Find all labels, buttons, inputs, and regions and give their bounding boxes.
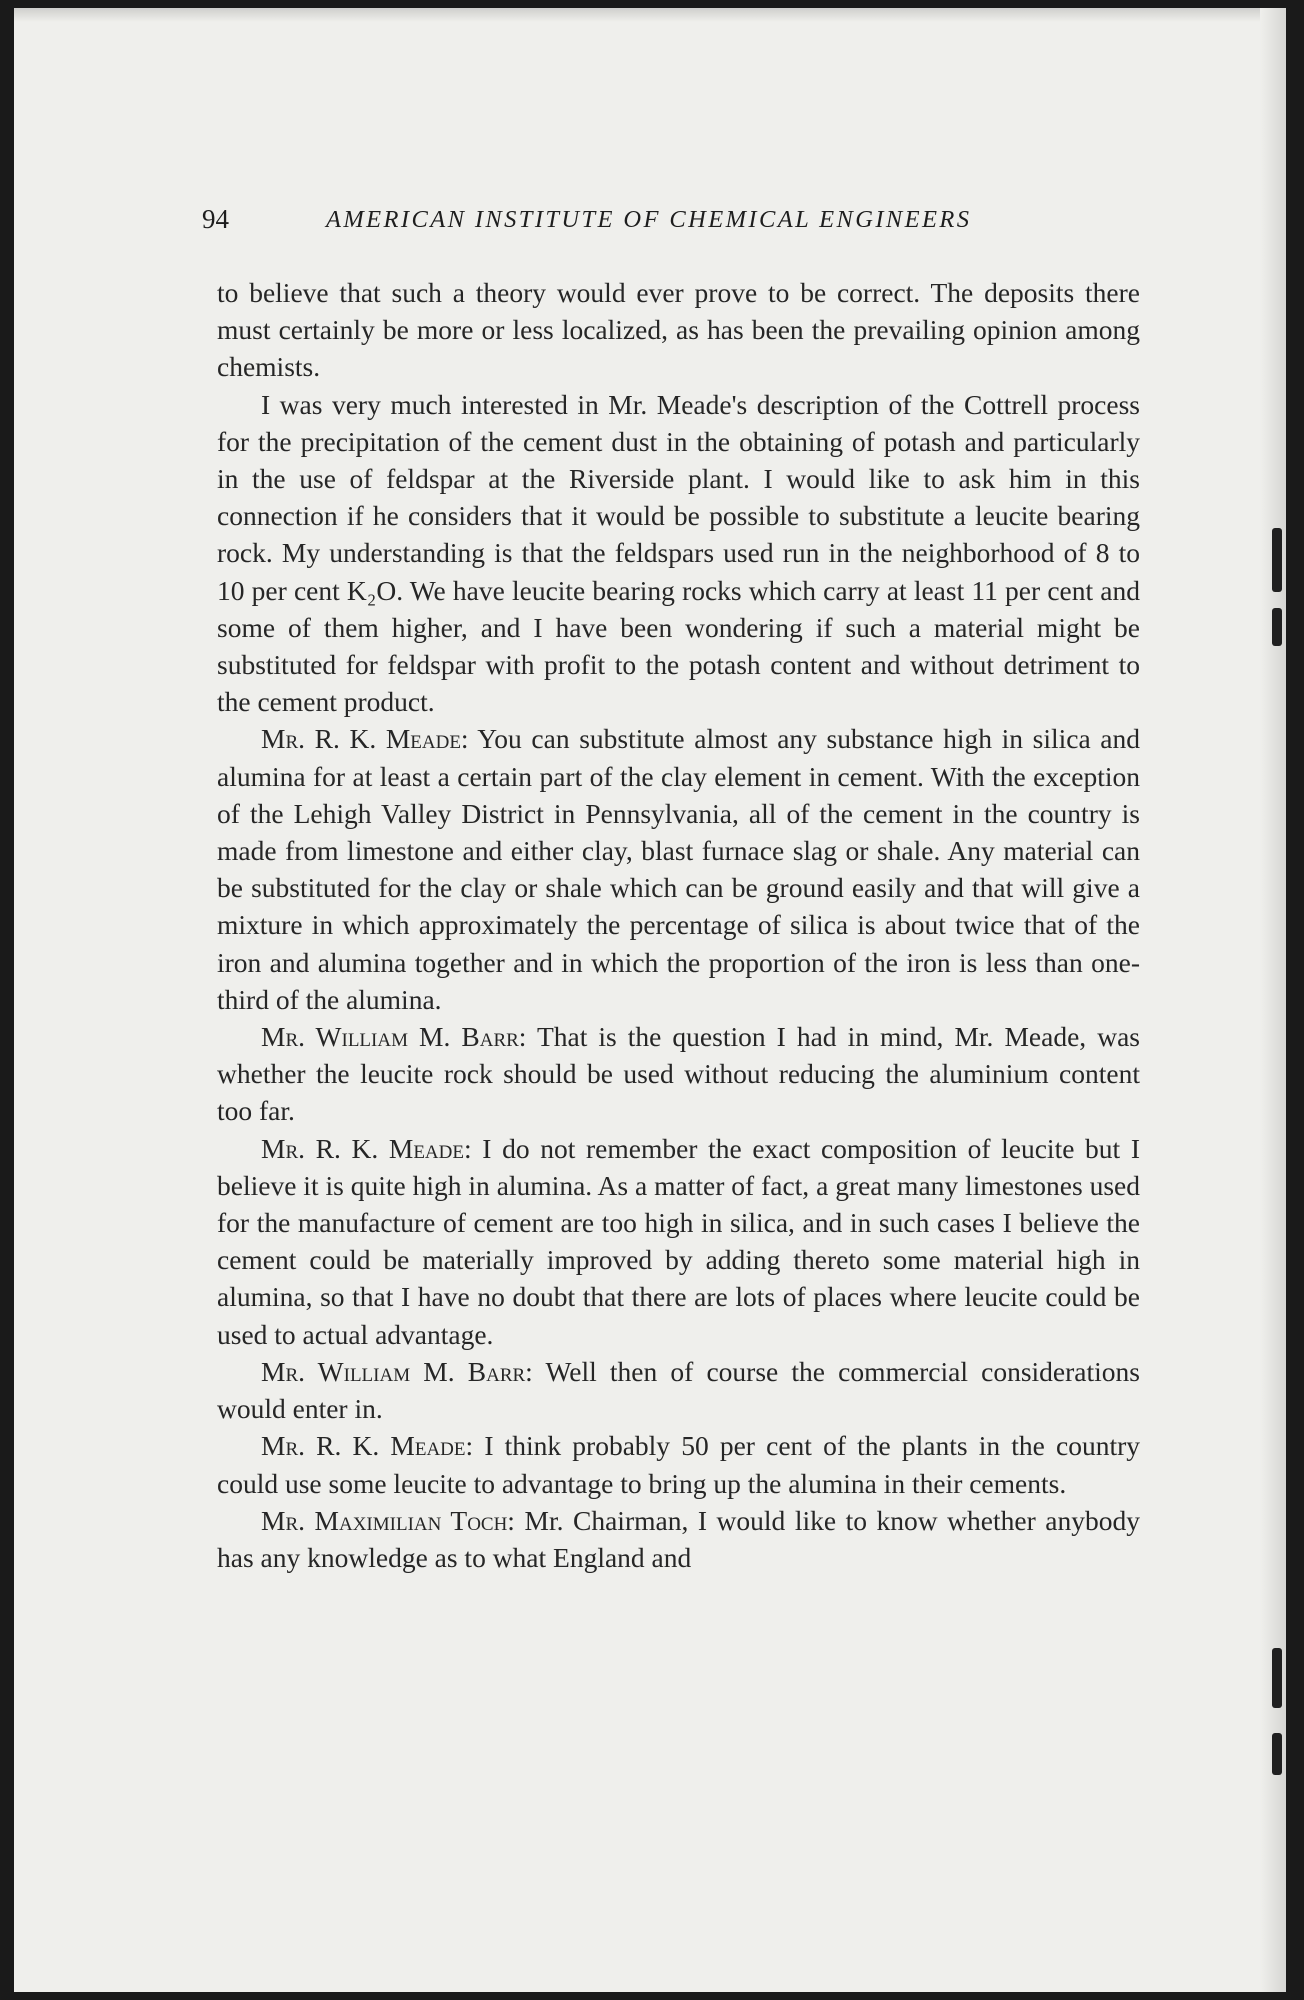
paragraph-text: to believe that such a theory would ever prove to be correct. The deposits there must certainly be more or less localized, as has been the prevailing opinion among chemists. [217,277,1140,383]
page-top-shadow [14,8,1286,22]
running-head: AMERICAN INSTITUTE OF CHEMICAL ENGINEERS [326,206,972,233]
paragraph [217,386,1140,721]
speaker-name: Mr. William M. Barr: [261,1021,527,1053]
binding-mark [1272,528,1282,592]
paragraph-text: That is the question I had in mind, Mr. Meade, was whether the leucite rock should be used without reducing the aluminium content too far. [217,1021,1140,1127]
paragraph [217,1502,1140,1576]
paragraph-text: I was very much interested in Mr. Meade's description of the Cottrell process for the precipitation of the cement dust in the obtaining of potash and particularly in the use of feldspar at the Riverside plant. I would like to ask him in this connection if he considers that it would be possible to substitute a leucite bearing rock. My understanding is that the feldspars used run in the neighborhood of 8 to 10 per cent K₂O. We have leucite bearing rocks which carry at least 11 per cent and some of them higher, and I have been wondering if such a material might be substituted for feldspar with profit to the potash content and without detriment to the cement product. [217,388,1140,718]
speaker-name: Mr. R. K. Meade: [261,723,469,755]
binding-mark [1272,1733,1282,1775]
page-header [202,204,1142,244]
paragraph-text: Mr. Chairman, I would like to know whether anybody has any knowledge as to what England and [217,1504,1140,1573]
paragraph-text: I think probably 50 per cent of the plants in the country could use some leucite to advantage to bring up the alumina in their cements. [217,1430,1141,1499]
paragraph-text: I do not remember the exact composition of leucite but I believe it is quite high in alumina. As a matter of fact, a great many limestones used for the manufacture of cement are too high in silica, and in such cases I believe the cement could be materially improved by adding thereto some material high in alumina, so that I have no doubt that there are lots of places where leucite could be used to actual advantage. [217,1132,1140,1350]
speaker-name: Mr. Maximilian Toch: [261,1504,515,1536]
page-number: 94 [202,204,229,234]
speaker-name: Mr. R. K. Meade: [261,1430,474,1462]
paragraph [217,720,1140,1018]
binding-mark [1272,608,1282,646]
paragraph [217,1427,1140,1501]
paragraph [217,1130,1140,1353]
speaker-name: Mr. R. K. Meade: [261,1132,472,1164]
paragraph [217,1018,1140,1130]
binding-mark [1272,1648,1282,1708]
paragraph-text: Well then of course the commercial considerations would enter in. [217,1355,1140,1425]
paragraph-text: You can substitute almost any substance high in silica and alumina for at least a certain part of the clay element in cement. With the exception of the Lehigh Valley District in Pennsylvania, all of the cement in the country is made from limestone and either clay, blast furnace slag or shale. Any material can be substituted for the clay or shale which can be ground easily and that will give a mixture in which approximately the percentage of silica is about twice that of the iron and alumina together and in which the proportion of the iron is less than one-third of the alumina. [217,723,1140,1015]
speaker-name: Mr. William M. Barr: [261,1355,533,1387]
body-text [217,274,1140,1576]
paragraph [217,1353,1140,1427]
document-page [14,8,1286,1992]
paragraph [217,274,1140,386]
